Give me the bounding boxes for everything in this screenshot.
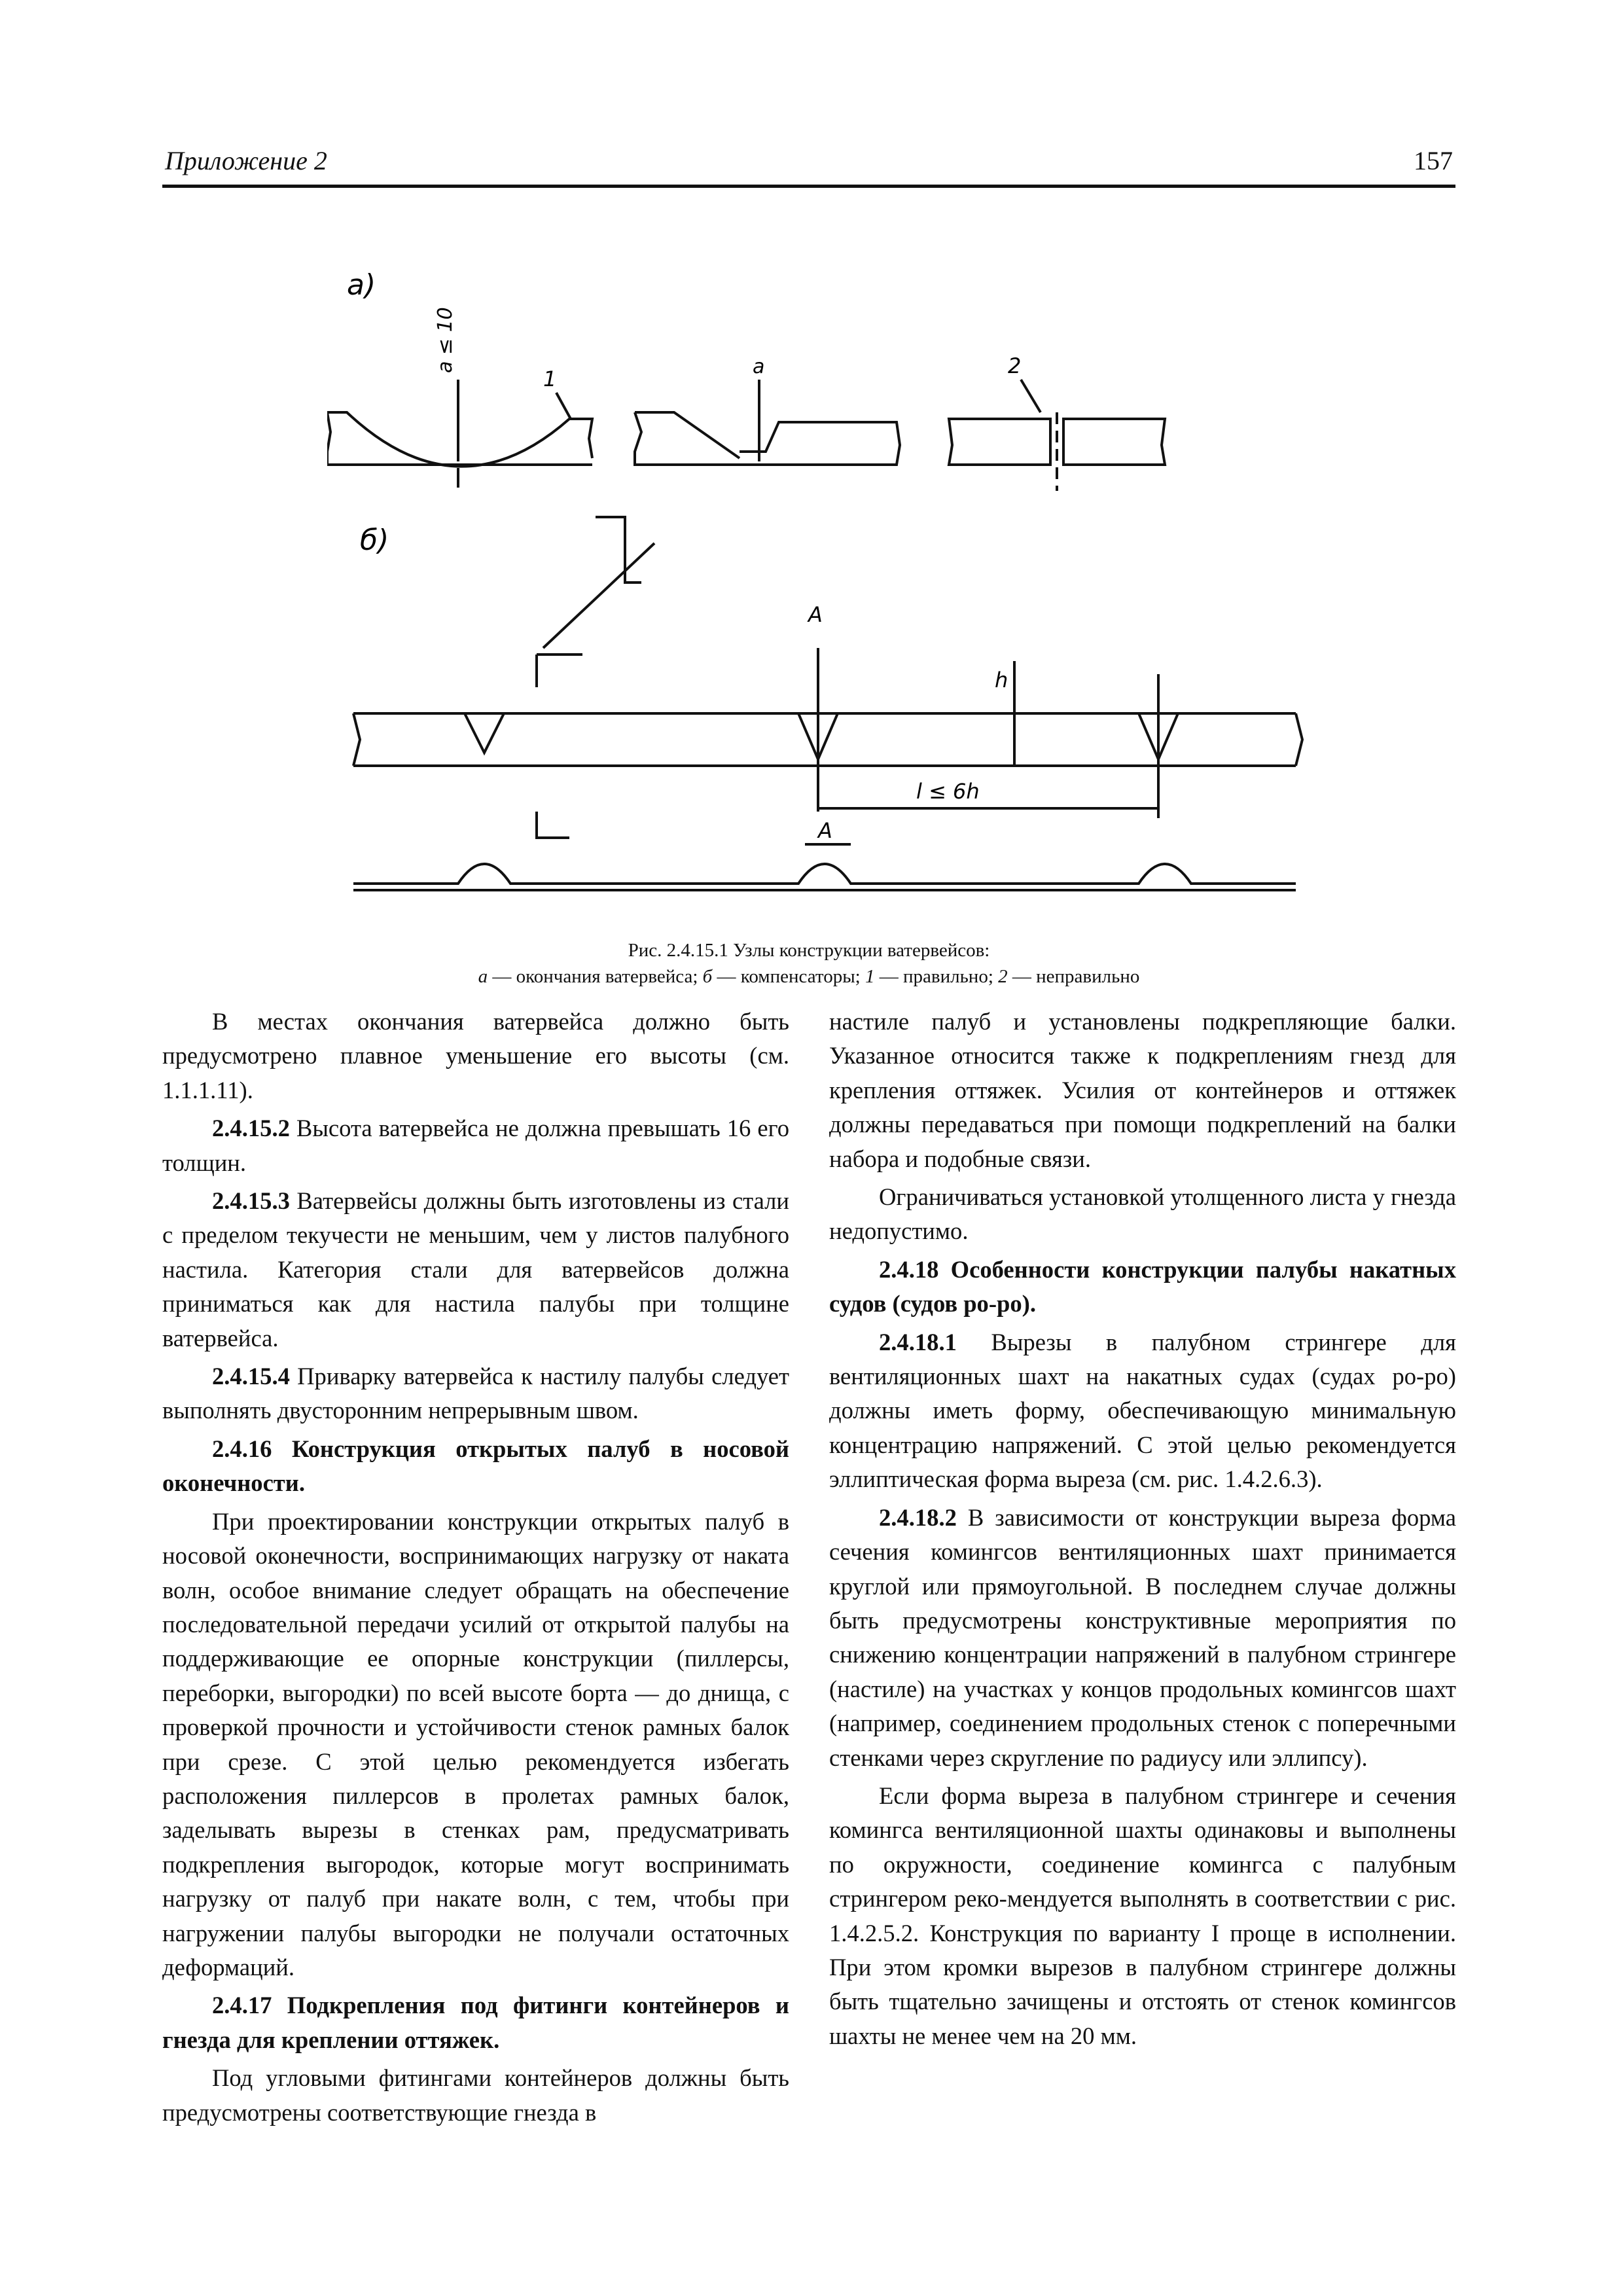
page-number: 157 — [1414, 146, 1453, 175]
figure-caption — [162, 937, 1455, 990]
figure-2-4-15-1 — [327, 255, 1309, 929]
detail-1-outline — [327, 412, 592, 465]
paragraph: В местах окончания ватервейса должно быть предусмотрено плавное уменьшение его высоты (см. 1.1.1.11). — [162, 1008, 789, 1103]
callout-1: 1 — [543, 367, 557, 391]
paragraph: 2.4.15.2 Высота ватервейса не должна превышать 16 его толщин. — [162, 1115, 789, 1176]
paragraph: 2.4.15.4 Приварку ватервейса к настилу палубы следует выполнять двусторонним непрерывным швом. — [162, 1363, 789, 1424]
dim-a-le-10: a ≤ 10 — [434, 307, 457, 373]
left-column — [162, 1005, 789, 2134]
right-column — [829, 1005, 1456, 2057]
callout-2: 2 — [1008, 353, 1022, 378]
caption-title: Рис. 2.4.15.1 Узлы конструкции ватервейсов: — [628, 940, 990, 961]
paragraph: Ограничиваться установкой утолщенного листа у гнезда недопустимо. — [829, 1183, 1456, 1245]
paragraph: Если форма выреза в палубном стрингере и сечения комингса вентиляционной шахты одинаковы и выполнены по окружности, соединение комингса с палубным стрингером реко-мендуется выполнять в соответствии с рис. 1.4.2.5.2. Конструкция по варианту I проще в исполнении. При этом кромки вырезов в палубном стрингере должны быть тщательно зачищены и отстоять от стенок комингсов шахты не менее чем на 20 мм. — [829, 1782, 1456, 2049]
panel-b-label: б) — [360, 524, 389, 557]
paragraph: Под угловыми фитингами контейнеров должны быть предусмотрены соответствующие гнезда в — [162, 2064, 789, 2126]
section-symbol — [596, 517, 641, 583]
panel-a-label: а) — [347, 268, 376, 302]
dim-h: h — [995, 668, 1008, 692]
section-a-top: А — [808, 602, 823, 627]
section-heading: 2.4.16 Конструкция открытых палуб в носовой оконечности. — [162, 1435, 789, 1497]
figure-drawing — [327, 255, 1309, 929]
running-header — [162, 145, 1455, 188]
section-heading: 2.4.17 Подкрепления под фитинги контейнеров и гнезда для креплении оттяжек. — [162, 1992, 789, 2053]
dim-l: l ≤ 6h — [916, 779, 980, 804]
header-section: Приложение 2 — [165, 146, 327, 175]
detail-1-curve — [327, 412, 592, 467]
paragraph: При проектировании конструкции открытых палуб в носовой оконечности, воспринимающих нагрузку от наката волн, особое внимание следует обращать на обеспечение последовательной передачи усилий от открытой палубы на поддерживающие ее опорные конструкции (пиллерсы, переборки, выгородки) по всей высоте борта — до днища, с проверкой прочности и устойчивости стенок рамных балок при срезе. С этой целью рекомендуется избегать расположения пиллерсов в пролетах рамных балок, заделывать вырезы в стенках рам, предусматривать подкрепления выгородок, которые могут воспринимать нагрузку от палуб при накате волн, с тем, чтобы при нагружении палубы выгородки не получали остаточных деформаций. — [162, 1507, 789, 1981]
paragraph: 2.4.18.2 В зависимости от конструкции выреза форма сечения комингсов вентиляционных шахт принимается круглой или прямоугольной. В последнем случае должны быть предусмотрены конструктивные мероприятия по снижению концентрации напряжений в палубном стрингере (настиле) на участках у концов продольных комингсов шахт (например, соединением продольных стенок с поперечными стенками через скругление по радиусу или эллипсу). — [829, 1503, 1456, 1771]
paragraph: 2.4.15.3 Ватервейсы должны быть изготовлены из стали с пределом текучести не меньшим, чем у листов палубного настила. Категория стали для ватервейсов должна приниматься как для настила палубы при толщине ватервейса. — [162, 1187, 789, 1352]
paragraph: настиле палуб и установлены подкрепляющие балки. Указанное относится также к подкреплениям гнезд для крепления оттяжек. Усилия от контейнеров и оттяжек должны передаваться при помощи подкреплений на балки набора и подобные связи. — [829, 1008, 1456, 1172]
paragraph: 2.4.18.1 Вырезы в палубном стрингере для вентиляционных шахт на накатных судах (судах ро-ро) должны иметь форму, обеспечивающую минимальную концентрацию напряжений. С этой целью рекомендуется эллиптическая форма выреза (см. рис. 1.4.2.6.3). — [829, 1328, 1456, 1493]
section-a-label: А — [818, 818, 832, 843]
caption-legend: а — окончания ватервейса; б — компенсаторы; 1 — правильно; 2 — неправильно — [478, 966, 1140, 987]
section-heading: 2.4.18 Особенности конструкции палубы накатных судов (судов ро-ро). — [829, 1255, 1456, 1318]
dim-a: a — [753, 355, 765, 378]
